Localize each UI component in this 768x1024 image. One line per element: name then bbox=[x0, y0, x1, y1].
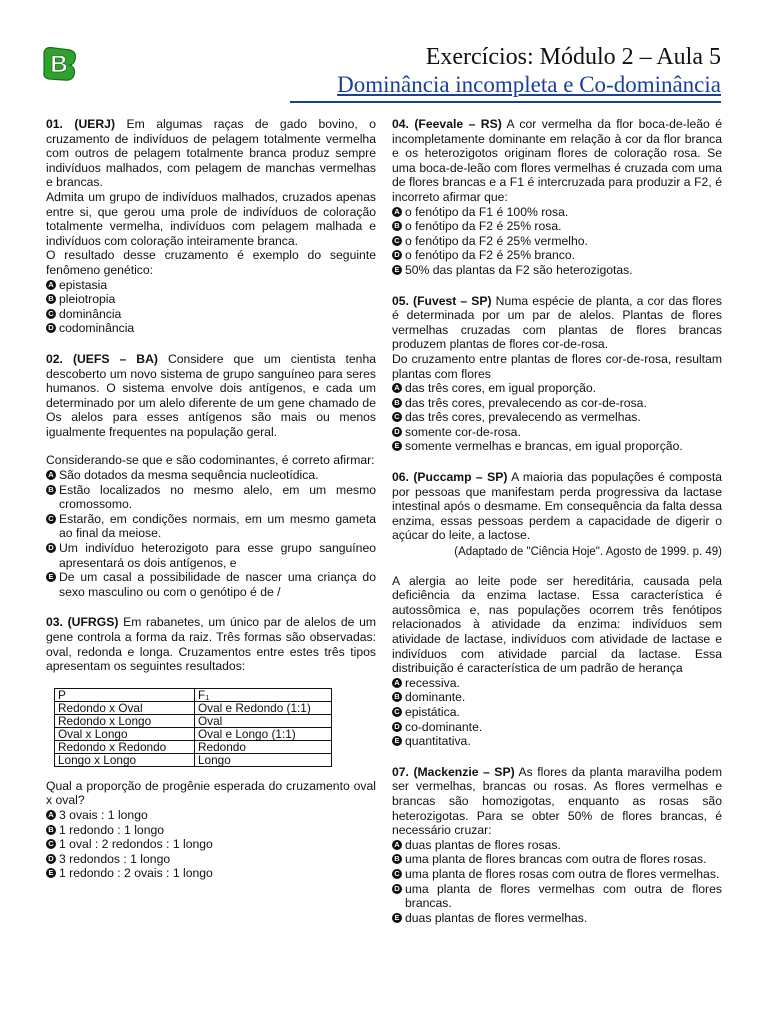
table-cell: Redondo x Redondo bbox=[55, 740, 195, 753]
option-text: co-dominante. bbox=[405, 719, 483, 734]
table-cell: Longo bbox=[195, 753, 332, 766]
question-02 bbox=[46, 352, 376, 600]
option-text: o fenótipo da F1 é 100% rosa. bbox=[405, 204, 569, 219]
option-text: das três cores, prevalecendo as cor-de-rosa. bbox=[405, 395, 647, 410]
question-text: Considere que um cientista tenha descoberto um novo sistema de grupo sanguíneo para seres humanos. O sistema envolve dois antígenos, e cada um determinado por um alelo diferente de um gene chamado de Os alelos para esses antígenos são mais ou menos igualmente frequentes na população geral. bbox=[46, 351, 376, 439]
question-text: A alergia ao leite pode ser hereditária, causada pela deficiência da enzima lactase. Essa característica é autossômica e, nas populações ocorrem três fenótipos relacionados à atividade da enzima: indivíduos sem atividade de lactase, indivíduos com atividade de lactase e indivíduos com atividade parcial da lactase. Essa distribuição é característica de um padrão de herança bbox=[392, 573, 722, 676]
question-text: A cor vermelha da flor boca-de-leão é incompletamente dominante em relação à cor da flor branca e os heterozigotos originam flores de coloração rosa. Se uma boca-de-leão com flores vermelhas é cruzada com uma de flores brancas e a F1 é intercruzada para produzir a F2, é incorreto afirmar que: bbox=[392, 117, 722, 204]
question-05 bbox=[392, 294, 722, 455]
answer-option bbox=[46, 278, 376, 293]
right-column bbox=[392, 117, 722, 941]
option-text: De um casal a possibilidade de nascer uma criança do sexo masculino ou com o genótipo é de / bbox=[59, 570, 376, 599]
table-cell: Oval e Longo (1:1) bbox=[195, 727, 332, 740]
option-text: recessiva. bbox=[405, 675, 460, 690]
table-cell: Redondo bbox=[195, 740, 332, 753]
option-text: o fenótipo da F2 é 25% vermelho. bbox=[405, 233, 588, 248]
option-text: epistática. bbox=[405, 704, 460, 719]
option-text: 50% das plantas da F2 são heterozigotas. bbox=[405, 262, 633, 277]
option-letter-icon: D bbox=[46, 543, 56, 553]
option-text: das três cores, prevalecendo as vermelhas. bbox=[405, 410, 641, 425]
table-row bbox=[55, 727, 332, 740]
option-text: uma planta de flores rosas com outra de flores vermelhas. bbox=[405, 866, 720, 881]
table-cell: Redondo x Oval bbox=[55, 701, 195, 714]
option-letter-icon: C bbox=[392, 412, 402, 422]
question-text: O resultado desse cruzamento é exemplo do seguinte fenômeno genético: bbox=[46, 248, 376, 277]
answer-option bbox=[46, 852, 376, 867]
answer-option bbox=[392, 425, 722, 440]
option-letter-icon: D bbox=[392, 884, 402, 894]
option-letter-icon: D bbox=[392, 427, 402, 437]
header-rule bbox=[290, 101, 721, 103]
answer-option bbox=[46, 321, 376, 336]
spacer bbox=[46, 439, 376, 453]
answer-option bbox=[392, 911, 722, 926]
option-text: 1 redondo : 2 ovais : 1 longo bbox=[59, 866, 213, 881]
answer-option bbox=[46, 512, 376, 541]
answer-option bbox=[46, 823, 376, 838]
option-letter-icon: B bbox=[46, 294, 56, 304]
answer-option bbox=[46, 541, 376, 570]
option-letter-icon: C bbox=[46, 514, 56, 524]
answer-option bbox=[392, 734, 722, 749]
option-text: 3 redondos : 1 longo bbox=[59, 851, 171, 866]
answer-option bbox=[392, 439, 722, 454]
option-text: duas plantas de flores rosas. bbox=[405, 837, 561, 852]
option-text: Um indivíduo heterozigoto para esse grupo sanguíneo apresentará os dois antígenos, e bbox=[59, 541, 376, 570]
table-row bbox=[55, 714, 332, 727]
option-letter-icon: B bbox=[392, 692, 402, 702]
option-text: 3 ovais : 1 longo bbox=[59, 807, 148, 822]
option-letter-icon: B bbox=[46, 485, 56, 495]
answer-option bbox=[392, 205, 722, 220]
answer-option bbox=[46, 468, 376, 483]
option-letter-icon: E bbox=[392, 736, 402, 746]
question-text: A maioria das populações é composta por pessoas que manifestam perda progressiva da lactase intestinal após o desmame. Em consequência da falta dessa enzima, essas pessoas perdem a capacidade de digerir o açúcar do leite, a lactose. bbox=[392, 470, 722, 543]
answer-option bbox=[392, 882, 722, 911]
question-number: 04. (Feevale – RS) bbox=[392, 117, 502, 131]
option-letter-icon: A bbox=[392, 207, 402, 217]
question-text: Qual a proporção de progênie esperada do cruzamento oval x oval? bbox=[46, 778, 376, 808]
left-column bbox=[46, 117, 376, 897]
answer-option bbox=[46, 307, 376, 322]
option-text: Estarão, em condições normais, em um mesmo gameta ao final da meiose. bbox=[59, 511, 376, 541]
option-letter-icon: E bbox=[392, 441, 402, 451]
question-text: Em rabanetes, um único par de alelos de um gene controla a forma da raiz. Três formas são observadas: oval, redonda e longa. Cruzamentos entre estes três tipos apresentam os seguintes resultados: bbox=[46, 615, 376, 674]
logo-letter: B bbox=[50, 51, 68, 78]
option-text: 1 oval : 2 redondos : 1 longo bbox=[59, 837, 213, 852]
option-letter-icon: C bbox=[392, 236, 402, 246]
option-letter-icon: A bbox=[46, 470, 56, 480]
option-text: o fenótipo da F2 é 25% branco. bbox=[405, 248, 576, 263]
option-text: epistasia bbox=[59, 277, 108, 292]
table-cell: Oval x Longo bbox=[55, 727, 195, 740]
option-text: uma planta de flores brancas com outra de flores rosas. bbox=[405, 852, 707, 867]
question-text: Em algumas raças de gado bovino, o cruzamento de indivíduos de pelagem totalmente vermelha com outros de pelagem totalmente branca produz sempre indivíduos malhados, com pelagem de manchas vermelhas e brancas. bbox=[46, 117, 376, 190]
question-number: 06. (Puccamp – SP) bbox=[392, 470, 508, 485]
table-row bbox=[55, 701, 332, 714]
table-row bbox=[55, 753, 332, 766]
answer-option bbox=[46, 570, 376, 599]
brand-logo-icon bbox=[40, 44, 78, 82]
option-text: dominância bbox=[59, 306, 122, 321]
option-letter-icon: D bbox=[46, 323, 56, 333]
source-citation: (Adaptado de "Ciência Hoje". Agosto de 1999. p. 49) bbox=[454, 546, 722, 559]
question-text: Admita um grupo de indivíduos malhados, cruzados apenas entre si, que gerou uma prole de indivíduos de coloração totalmente vermelha, indivíduos com pelagem malhada e indivíduos com coloração inteiramente branca. bbox=[46, 189, 376, 248]
page-subtitle: Dominância incompleta e Co-dominância bbox=[337, 72, 721, 97]
answer-option bbox=[46, 837, 376, 852]
answer-option bbox=[392, 720, 722, 735]
answer-option bbox=[46, 483, 376, 512]
option-letter-icon: C bbox=[392, 869, 402, 879]
option-text: o fenótipo da F2 é 25% rosa. bbox=[405, 219, 562, 234]
option-letter-icon: A bbox=[46, 810, 56, 820]
question-text: Numa espécie de planta, a cor das flores é determinada por um par de alelos. Plantas de flores vermelhas cruzadas com plantas de flores brancas produzem plantas de flores cor-de-rosa. bbox=[392, 293, 722, 352]
option-letter-icon: B bbox=[392, 221, 402, 231]
table-cell: Oval e Redondo (1:1) bbox=[195, 701, 332, 714]
answer-option bbox=[392, 705, 722, 720]
option-letter-icon: D bbox=[392, 722, 402, 732]
table-header: F₁ bbox=[195, 688, 332, 701]
answer-option bbox=[46, 292, 376, 307]
option-letter-icon: E bbox=[46, 868, 56, 878]
option-text: somente vermelhas e brancas, em igual proporção. bbox=[405, 439, 683, 454]
option-text: pleiotropia bbox=[59, 292, 116, 307]
option-text: quantitativa. bbox=[405, 734, 471, 749]
cross-results-table bbox=[54, 688, 332, 767]
table-cell: Longo x Longo bbox=[55, 753, 195, 766]
answer-option bbox=[392, 234, 722, 249]
question-number: 02. (UEFS – BA) bbox=[46, 351, 158, 366]
table-cell: Oval bbox=[195, 714, 332, 727]
option-letter-icon: D bbox=[46, 854, 56, 864]
answer-option bbox=[46, 808, 376, 823]
option-letter-icon: A bbox=[392, 383, 402, 393]
option-letter-icon: A bbox=[392, 678, 402, 688]
option-letter-icon: C bbox=[46, 309, 56, 319]
option-letter-icon: C bbox=[392, 707, 402, 717]
option-text: somente cor-de-rosa. bbox=[405, 424, 521, 439]
option-text: uma planta de flores vermelhas com outra de flores brancas. bbox=[405, 881, 722, 911]
option-letter-icon: B bbox=[392, 854, 402, 864]
option-letter-icon: A bbox=[392, 840, 402, 850]
option-letter-icon: C bbox=[46, 839, 56, 849]
answer-option bbox=[392, 248, 722, 263]
option-letter-icon: E bbox=[392, 913, 402, 923]
option-letter-icon: B bbox=[46, 825, 56, 835]
answer-option bbox=[392, 838, 722, 853]
question-06 bbox=[392, 470, 722, 749]
answer-option bbox=[392, 852, 722, 867]
answer-option bbox=[392, 219, 722, 234]
answer-option bbox=[46, 866, 376, 881]
answer-option bbox=[392, 690, 722, 705]
option-text: Estão localizados no mesmo alelo, em um mesmo cromossomo. bbox=[59, 482, 376, 512]
question-number: 01. (UERJ) bbox=[46, 117, 116, 131]
table-header: P bbox=[55, 688, 195, 701]
answer-option bbox=[392, 676, 722, 691]
option-letter-icon: A bbox=[46, 280, 56, 290]
question-03 bbox=[46, 615, 376, 881]
question-04 bbox=[392, 117, 722, 278]
answer-option bbox=[392, 381, 722, 396]
page-title: Exercícios: Módulo 2 – Aula 5 bbox=[425, 44, 721, 70]
option-text: codominância bbox=[59, 321, 135, 336]
option-letter-icon: D bbox=[392, 250, 402, 260]
question-text: Considerando-se que e são codominantes, é correto afirmar: bbox=[46, 453, 375, 468]
question-number: 07. (Mackenzie – SP) bbox=[392, 764, 515, 779]
answer-option bbox=[392, 867, 722, 882]
question-number: 03. (UFRGS) bbox=[46, 615, 119, 630]
table-header-row bbox=[55, 688, 332, 701]
answer-option bbox=[392, 396, 722, 411]
question-07 bbox=[392, 765, 722, 926]
table-cell: Redondo x Longo bbox=[55, 714, 195, 727]
option-text: duas plantas de flores vermelhas. bbox=[405, 910, 588, 925]
option-letter-icon: E bbox=[392, 265, 402, 275]
option-letter-icon: B bbox=[392, 398, 402, 408]
question-text: Do cruzamento entre plantas de flores cor-de-rosa, resultam plantas com flores bbox=[392, 351, 722, 381]
question-number: 05. (Fuvest – SP) bbox=[392, 293, 492, 308]
option-text: dominante. bbox=[405, 690, 466, 705]
answer-option bbox=[392, 410, 722, 425]
option-text: das três cores, em igual proporção. bbox=[405, 381, 597, 396]
question-01 bbox=[46, 117, 376, 336]
answer-option bbox=[392, 263, 722, 278]
question-text: As flores da planta maravilha podem ser vermelhas, brancas ou rosas. As flores vermelhas e brancas são homozigotas, enquanto as rosas são heterozigotas. Para se obter 50% de flores brancas, é necessário cruzar: bbox=[392, 764, 722, 838]
option-text: São dotados da mesma sequência nucleotídica. bbox=[59, 468, 319, 483]
table-row bbox=[55, 740, 332, 753]
option-text: 1 redondo : 1 longo bbox=[59, 822, 165, 837]
option-letter-icon: E bbox=[46, 572, 56, 582]
